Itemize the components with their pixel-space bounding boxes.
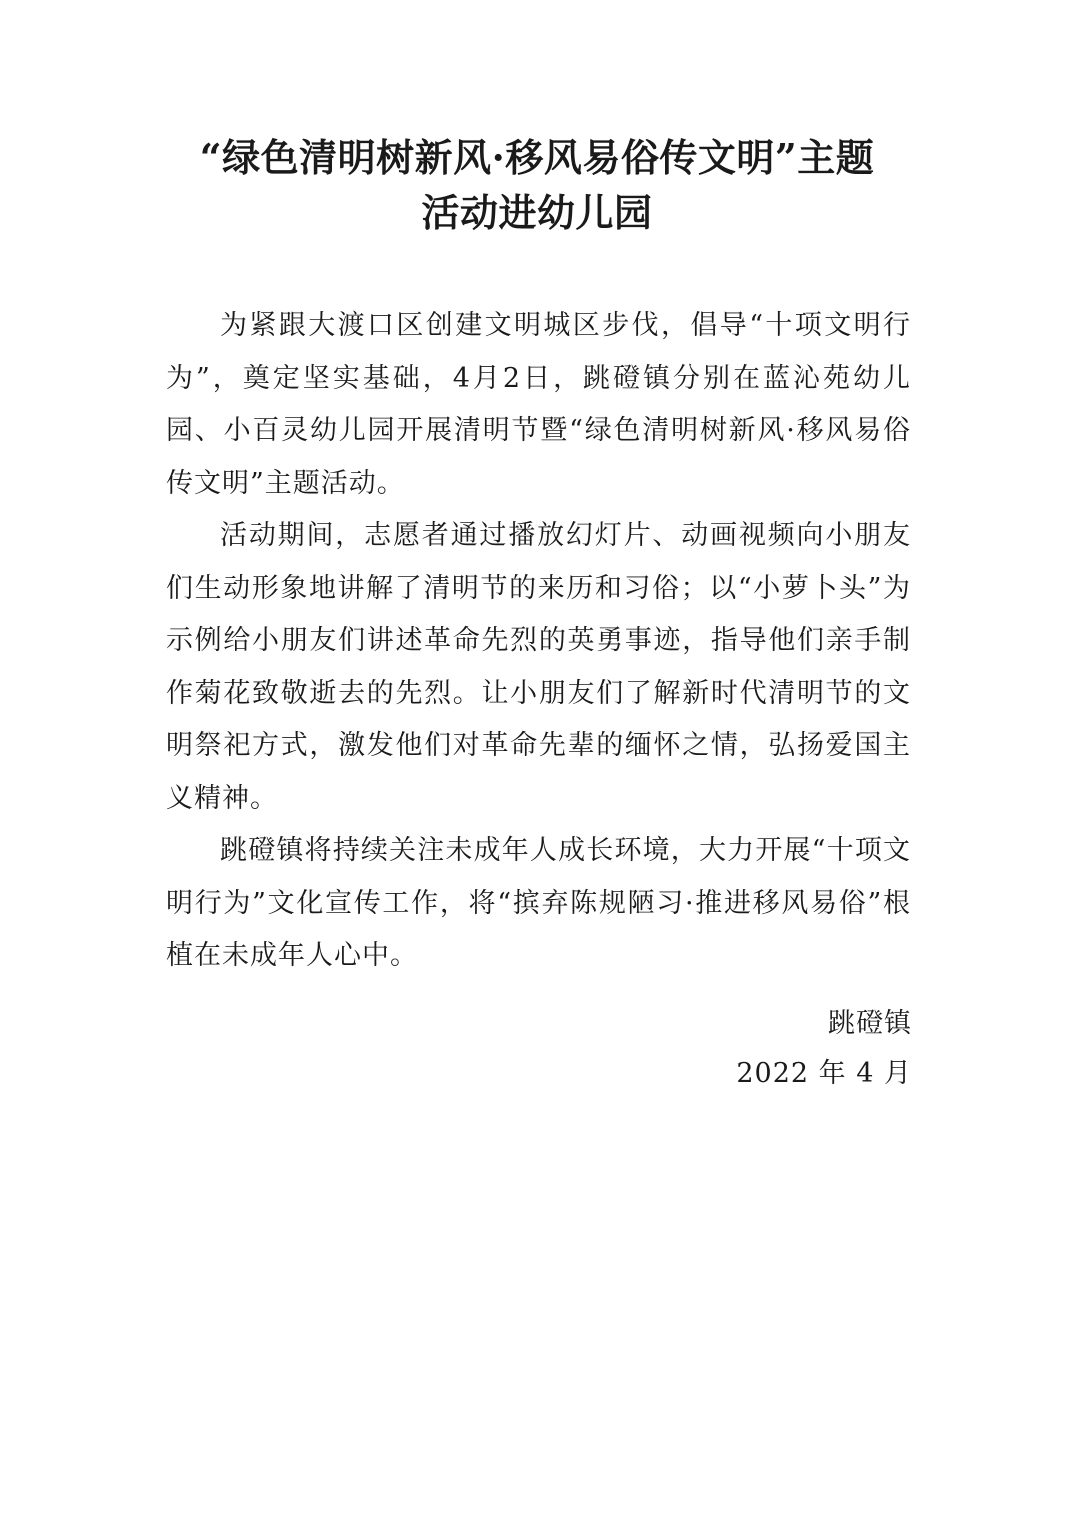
paragraph-3: 跳磴镇将持续关注未成年人成长环境，大力开展“十项文明行为”文化宣传工作，将“摈弃陈规陋习·推进移风易俗”根植在未成年人心中。 [166, 835, 911, 971]
paragraph-1: 为紧跟大渡口区创建文明城区步伐，倡导“十项文明行为”，奠定坚实基础，4月2日，跳磴镇分别在蓝沁苑幼儿园、小百灵幼儿园开展清明节暨“绿色清明树新风·移风易俗传文明”主题活动。 [166, 310, 911, 499]
document-body [166, 300, 911, 983]
paragraph-2: 活动期间，志愿者通过播放幻灯片、动画视频向小朋友们生动形象地讲解了清明节的来历和习俗；以“小萝卜头”为示例给小朋友们讲述革命先烈的英勇事迹，指导他们亲手制作菊花致敬逝去的先烈。让小朋友们了解新时代清明节的文明祭祀方式，激发他们对革命先辈的缅怀之情，弘扬爱国主义精神。 [166, 520, 911, 814]
title-line-2: 活动进幼儿园 [421, 190, 653, 235]
signature-date: 2022 年 4 月 [736, 1058, 912, 1089]
title-line-1: “绿色清明树新风·移风易俗传文明”主题 [199, 135, 875, 180]
document-title [160, 130, 914, 240]
signature-organization: 跳磴镇 [828, 1008, 912, 1039]
